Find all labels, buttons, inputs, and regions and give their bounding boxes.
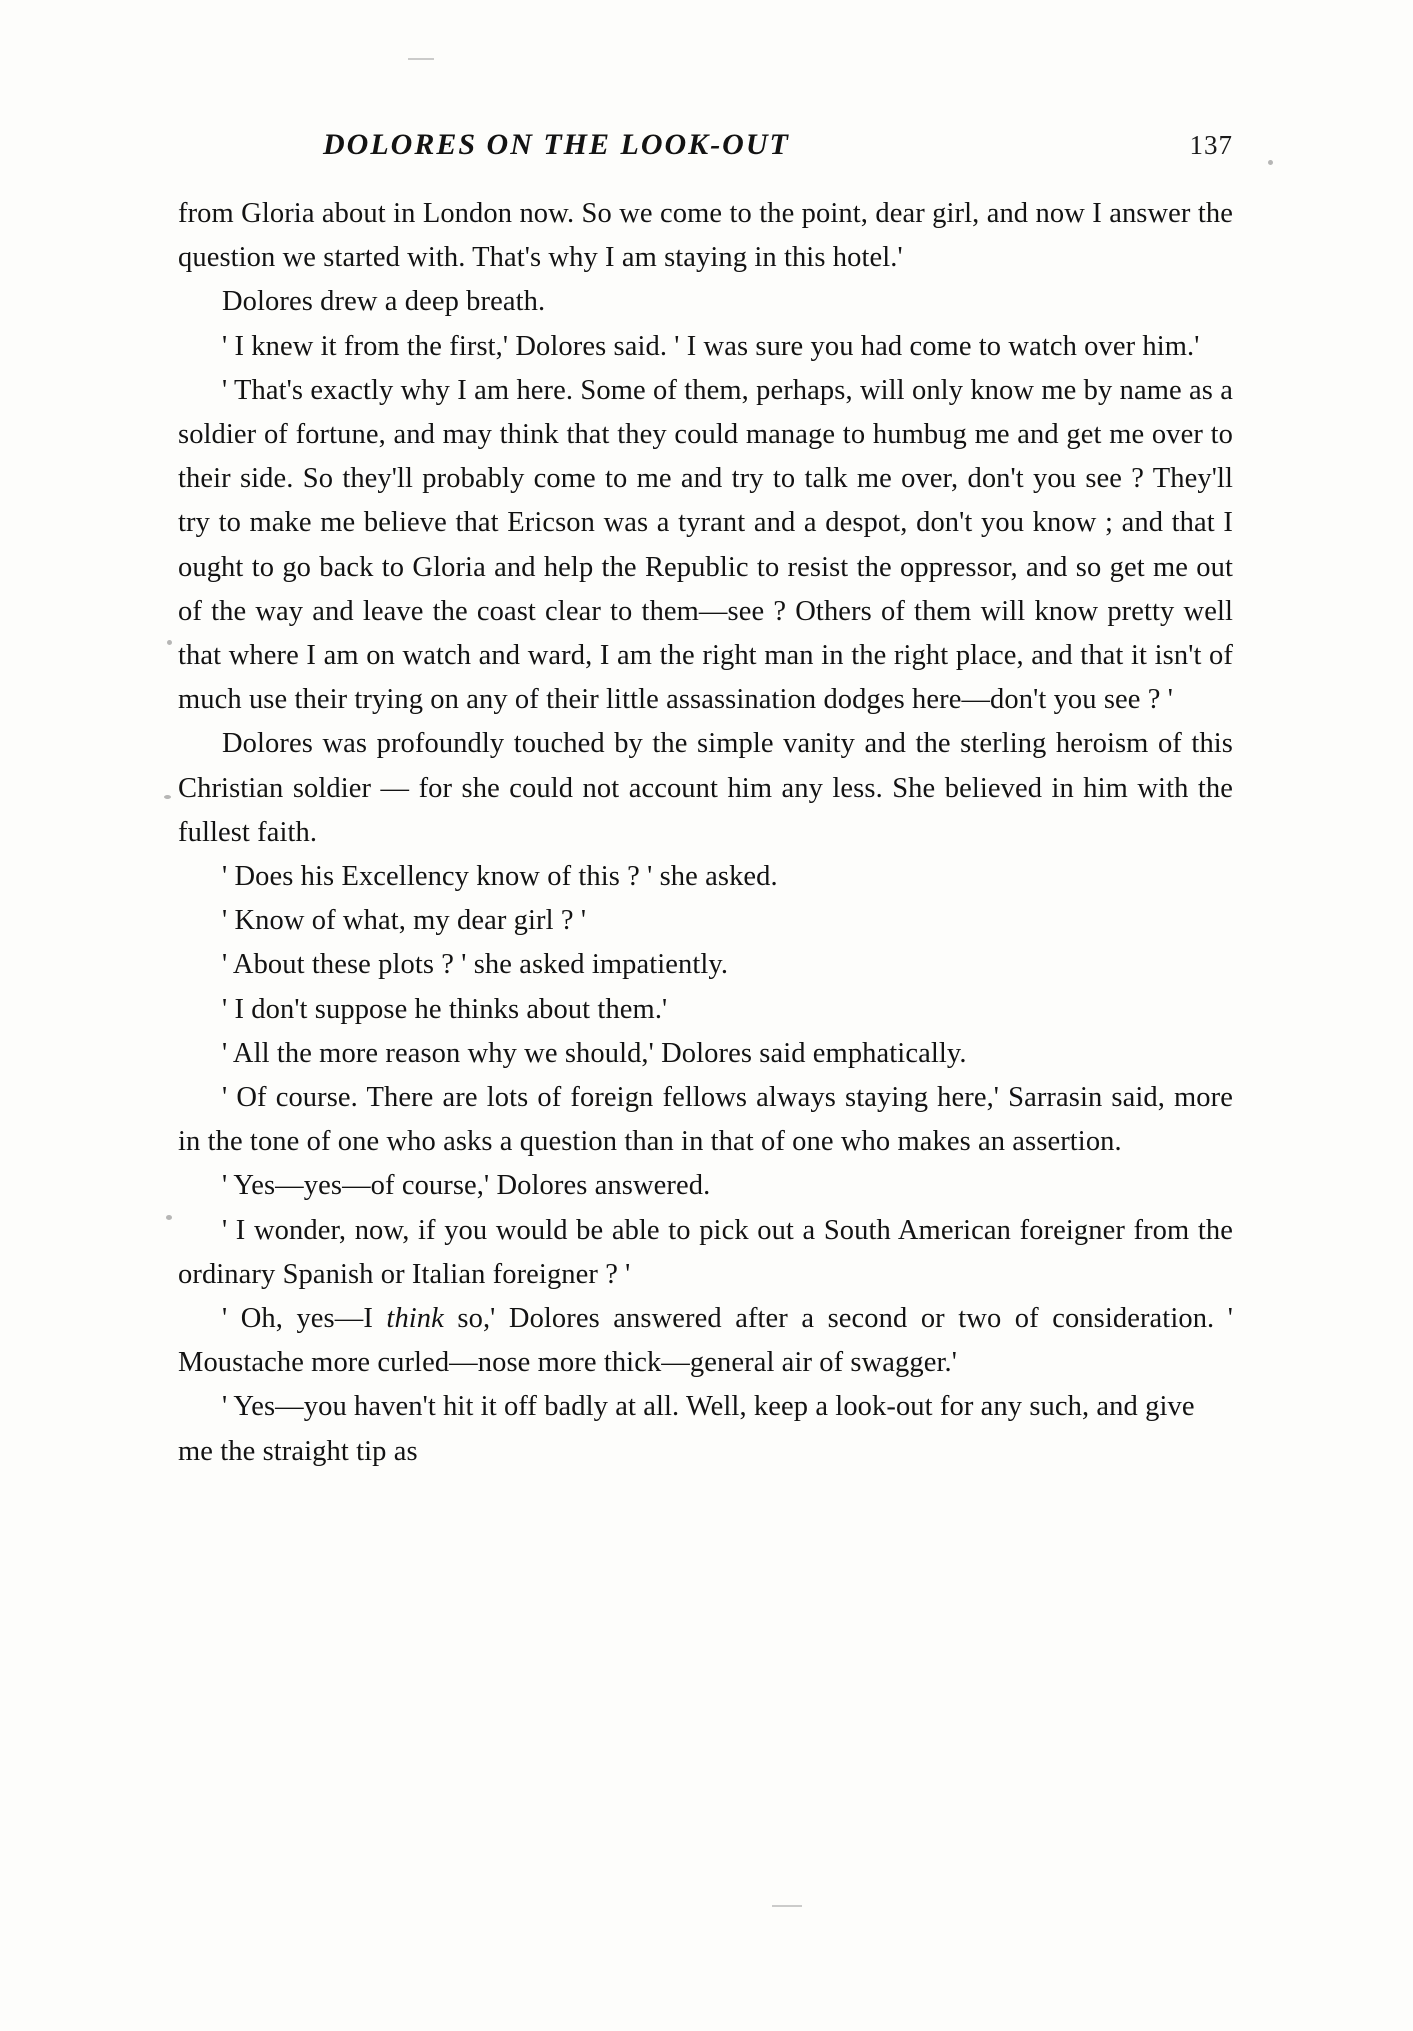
paragraph: ' That's exactly why I am here. Some of them, perhaps, will only know me by name as a soldier of fortune, and may think that they could manage to humbug me and get me over to their side. So they'll probably come to me and try to talk me over, don't you see ? They'll try to make me believe that Ericson was a tyrant and a despot, don't you know ; and that I ought to go back to Gloria and help the Republic to resist the oppressor, and so get me out of the way and leave the coast clear to them—see ? Others of them will know pretty well that where I am on watch and ward, I am the right man in the right place, and that it isn't of much use their trying on any of their little assassination dodges here—don't you see ? ' [178,374,1233,716]
scan-speck-left-upper [167,640,172,645]
body-text [178,192,1233,1474]
scan-speck-bottom [772,1905,802,1907]
paragraph: ' Of course. There are lots of foreign fellows always staying here,' Sarrasin said, more in the tone of one who asks a question than in that of one who makes an assertion. [178,1082,1233,1158]
running-head: DOLORES ON THE LOOK-OUT [323,128,790,161]
paragraph: Dolores was profoundly touched by the simple vanity and the sterling heroism of this Christian soldier — for she could not account him any less. She believed in him with the fullest faith. [178,728,1233,848]
scan-speck-right [1268,160,1273,165]
paragraph: ' I wonder, now, if you would be able to pick out a South American foreigner from the ordinary Spanish or Italian foreigner ? ' [178,1214,1233,1290]
paragraph: ' Know of what, my dear girl ? ' [222,905,587,937]
page-content [178,128,1233,1474]
scan-speck-left-lower [166,1215,172,1220]
paragraph: ' All the more reason why we should,' Dolores said emphatically. [222,1037,967,1069]
scan-speck-left-mid [164,795,171,799]
scan-speck-top [408,58,434,60]
page-header [178,128,1233,162]
paragraph: ' Yes—you haven't hit it off badly at all. Well, keep a look-out for any such, and give me the straight tip as [178,1391,1195,1467]
paragraph: ' Does his Excellency know of this ? ' she asked. [222,861,778,893]
paragraph: ' I knew it from the first,' Dolores said. ' I was sure you had come to watch over him.' [222,330,1200,362]
paragraph: ' Yes—yes—of course,' Dolores answered. [222,1170,711,1202]
paragraph: from Gloria about in London now. So we come to the point, dear girl, and now I answer the question we started with. That's why I am staying in this hotel.' [178,198,1233,274]
page-number: 137 [1189,130,1233,160]
paragraph: ' Oh, yes—I think so,' Dolores answered after a second or two of consideration. ' Moustache more curled—nose more thick—general air of swagger.' [178,1303,1233,1379]
paragraph: ' I don't suppose he thinks about them.' [222,993,668,1025]
paragraph: ' About these plots ? ' she asked impatiently. [222,949,729,981]
paragraph: Dolores drew a deep breath. [222,286,546,318]
